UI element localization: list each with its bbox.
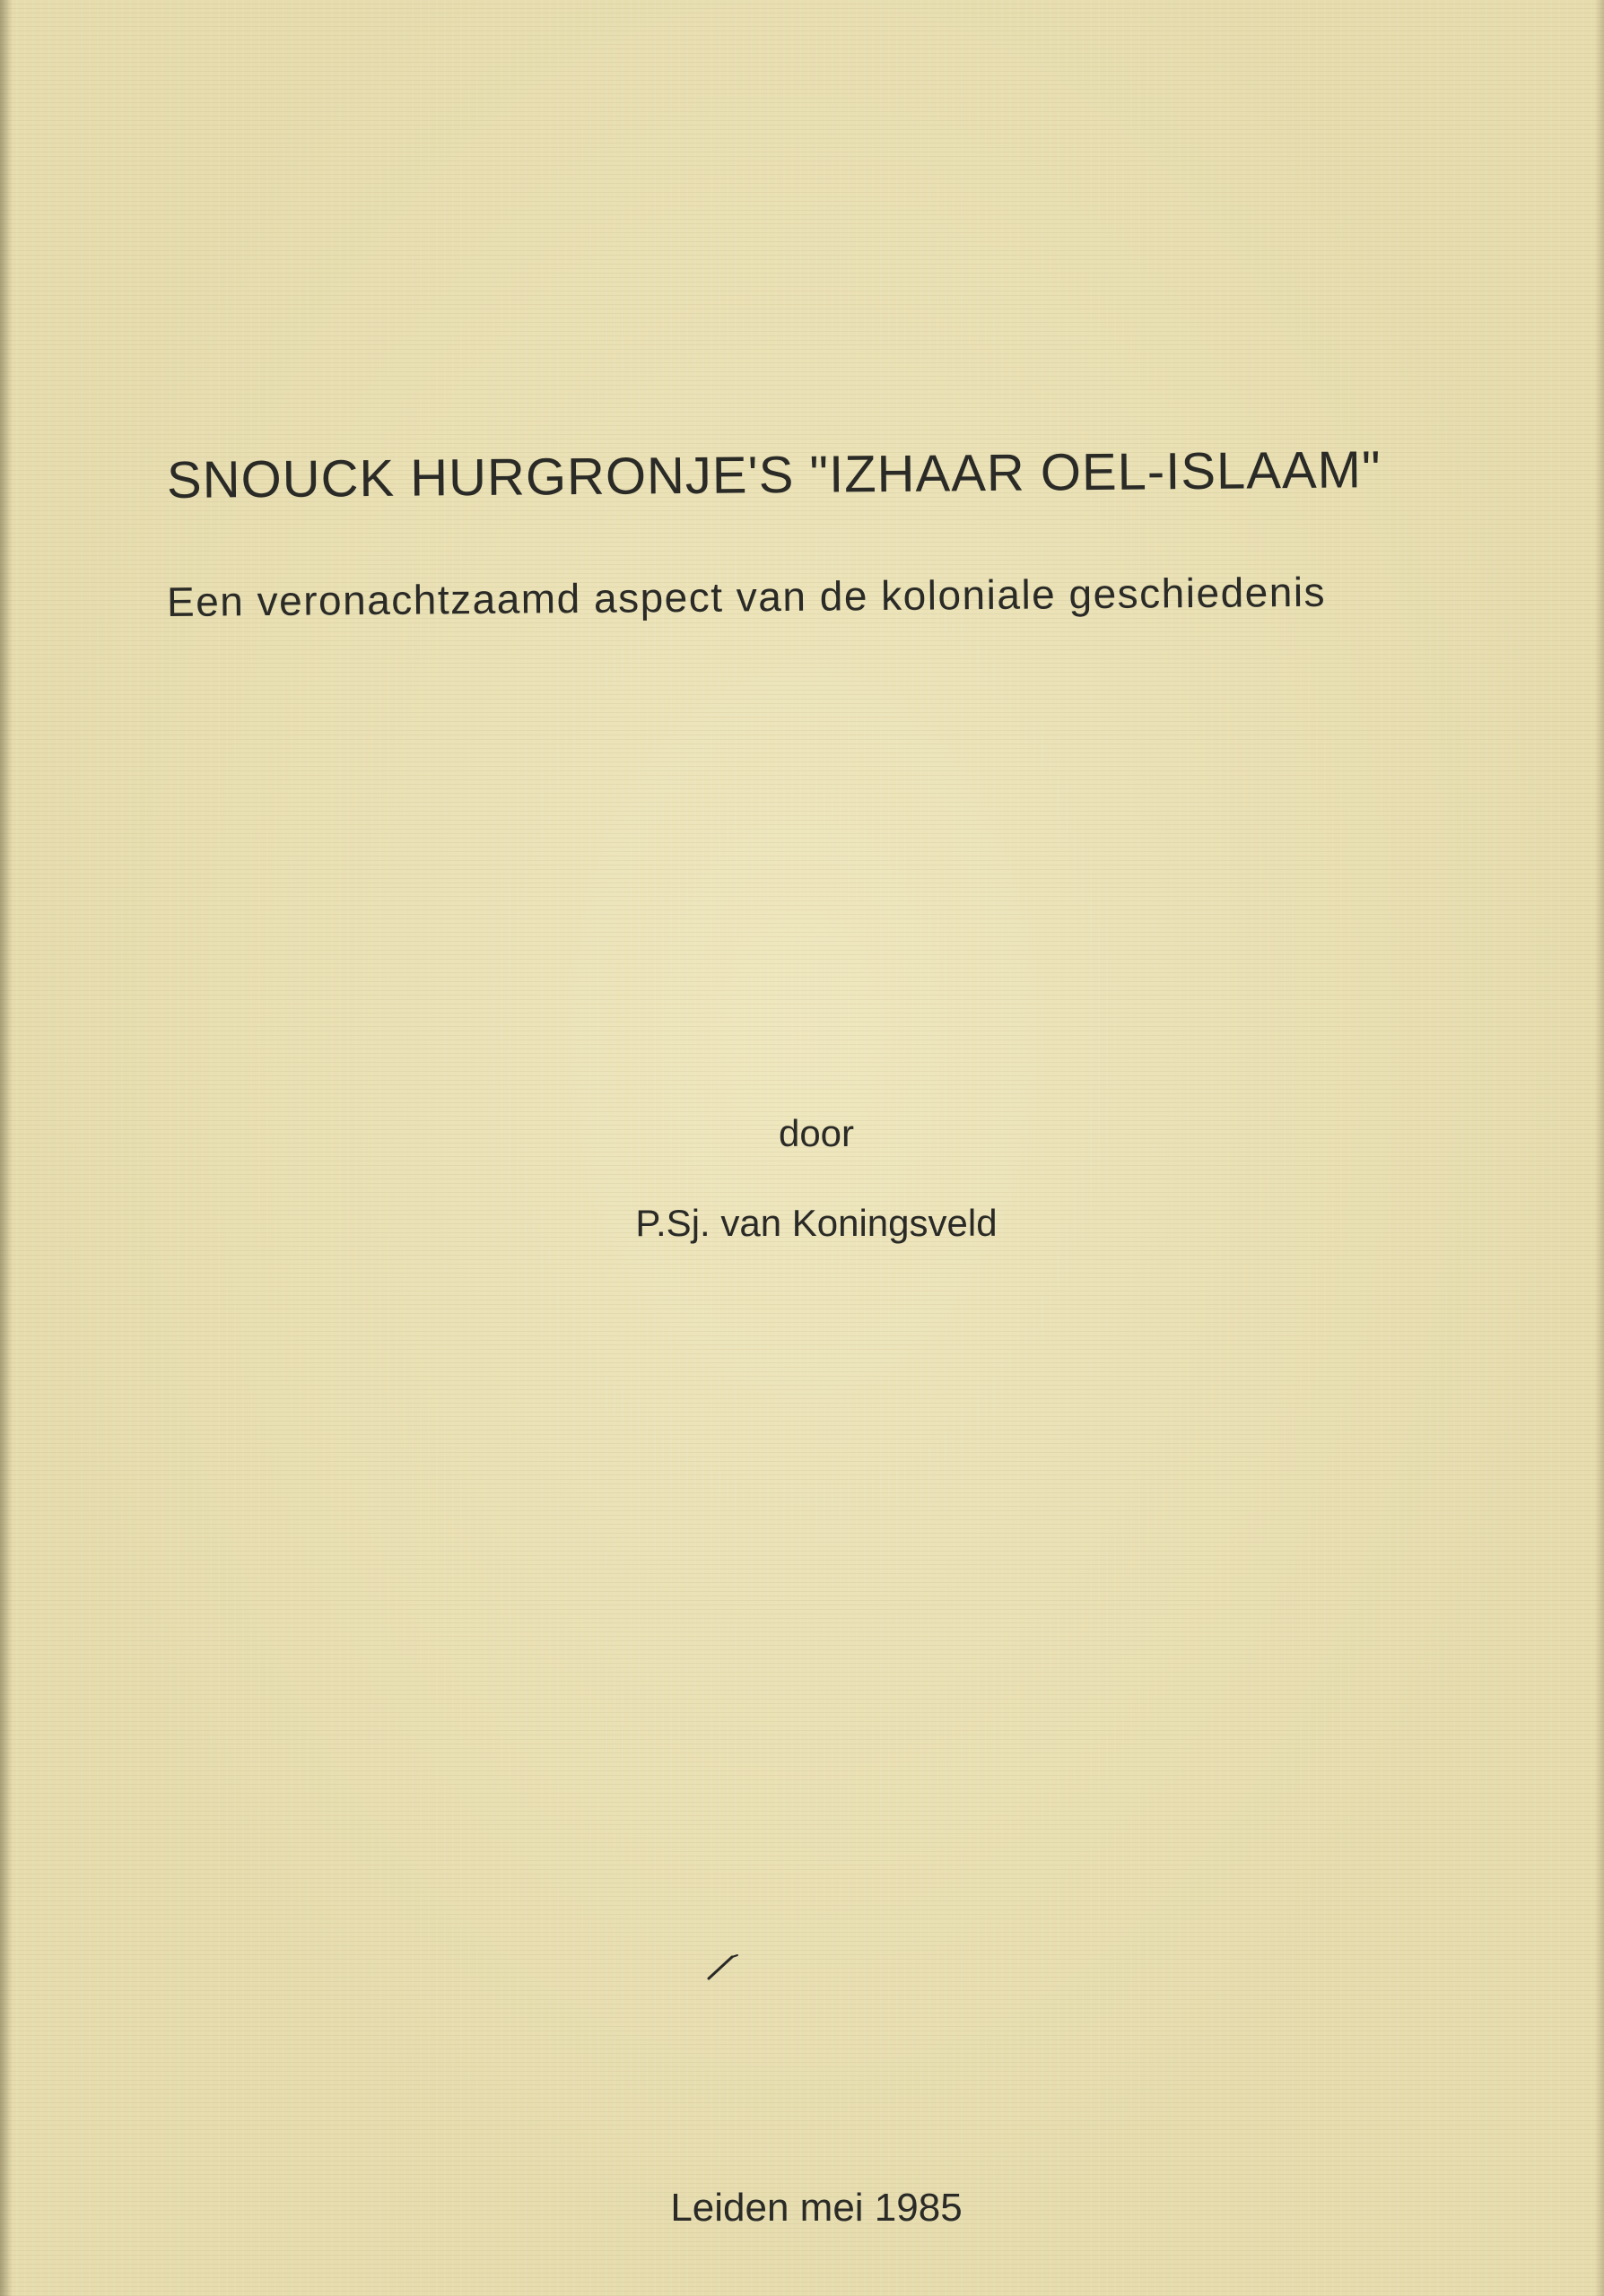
imprint-place-date: Leiden mei 1985 — [670, 2186, 963, 2230]
author-name: P.Sj. van Koningsveld — [635, 1202, 998, 1244]
cover-title: SNOUCK HURGRONJE'S "IZHAAR OEL-ISLAAM" — [166, 440, 1382, 509]
by-label: door — [778, 1112, 855, 1154]
cover-subtitle: Een veronachtzaamd aspect van de koloniale geschiedenis — [166, 568, 1327, 625]
pen-mark-icon — [705, 1952, 741, 1982]
